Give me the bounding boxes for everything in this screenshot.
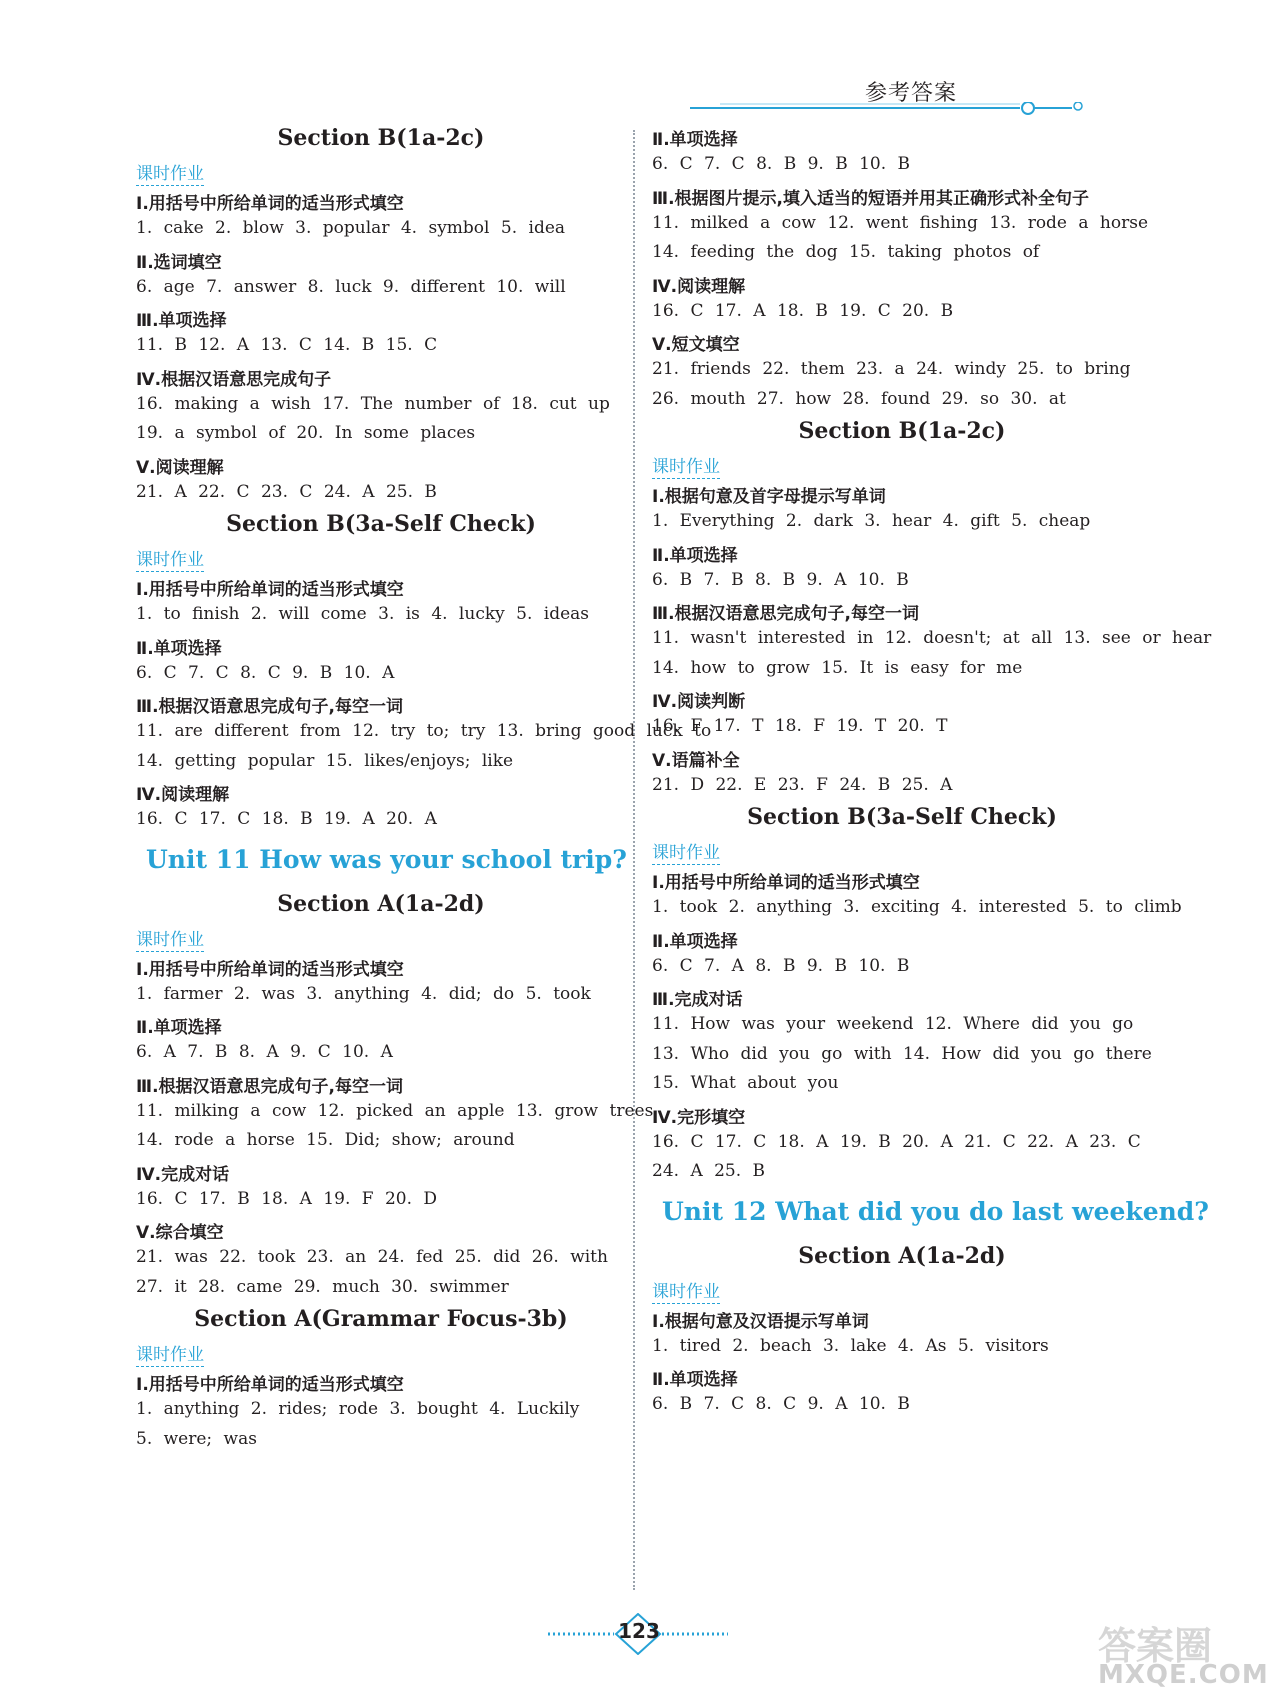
homework-tag-label: 课时作业 — [652, 843, 720, 863]
answer-line: 6. age 7. answer 8. luck 9. different 10. will — [136, 276, 566, 297]
question-part-heading: Ⅰ.用括号中所给单词的适当形式填空 — [136, 959, 404, 980]
watermark-logo: 答案圈 — [1098, 1624, 1213, 1668]
question-part-heading: Ⅴ.综合填空 — [136, 1223, 224, 1243]
homework-tag — [652, 1277, 720, 1302]
question-part-heading: Ⅳ.根据汉语意思完成句子 — [136, 369, 332, 390]
page-header — [690, 74, 1170, 124]
question-part-heading: Ⅲ.根据汉语意思完成句子,每空一词 — [652, 604, 919, 624]
answer-line: 14. how to grow 15. It is easy for me — [652, 657, 1023, 678]
answer-line: 11. are different from 12. try to; try 13. bring good luck to — [136, 721, 712, 741]
unit-title: Unit 12 What did you do last weekend? — [662, 1196, 1209, 1226]
answer-line: 11. milked a cow 12. went fishing 13. rode a horse — [652, 212, 1149, 233]
question-part-heading: Ⅳ.完形填空 — [652, 1107, 746, 1128]
question-part-heading: Ⅲ.根据汉语意思完成句子,每空一词 — [136, 697, 403, 717]
question-part-heading: Ⅰ.根据句意及首字母提示写单词 — [652, 487, 886, 507]
answer-line: 6. C 7. C 8. B 9. B 10. B — [652, 154, 911, 174]
question-part-heading: Ⅲ.单项选择 — [136, 311, 227, 331]
question-part-heading: Ⅰ.用括号中所给单词的适当形式填空 — [652, 873, 920, 893]
answer-line: 24. A 25. B — [652, 1161, 766, 1181]
answer-line: 16. C 17. A 18. B 19. C 20. B — [652, 300, 954, 321]
answer-line: 11. milking a cow 12. picked an apple 13. grow trees — [136, 1100, 654, 1121]
header-rule-decoration — [690, 102, 1110, 122]
answer-line: 16. C 17. C 18. B 19. A 20. A — [136, 809, 437, 829]
question-part-heading: Ⅱ.单项选择 — [652, 545, 738, 566]
section-heading: Section B(1a-2c) — [277, 125, 485, 151]
answer-line: 16. making a wish 17. The number of 18. cut up — [136, 393, 610, 414]
question-part-heading: Ⅱ.单项选择 — [652, 130, 738, 150]
answer-line: 14. rode a horse 15. Did; show; around — [136, 1130, 515, 1150]
homework-tag — [136, 159, 204, 184]
answer-line: 6. B 7. B 8. B 9. A 10. B — [652, 569, 909, 590]
answer-line: 1. anything 2. rides; rode 3. bought 4. Luckily — [136, 1399, 580, 1419]
section-heading: Section B(3a-Self Check) — [226, 511, 536, 537]
answer-line: 16. C 17. C 18. A 19. B 20. A 21. C 22. A 23. C — [652, 1131, 1141, 1152]
answer-line: 13. Who did you go with 14. How did you go there — [652, 1043, 1152, 1064]
homework-tag — [652, 452, 720, 477]
question-part-heading: Ⅳ.完成对话 — [136, 1164, 230, 1185]
answer-line: 11. How was your weekend 12. Where did you go — [652, 1014, 1134, 1034]
answer-line: 1. farmer 2. was 3. anything 4. did; do 5. took — [136, 983, 591, 1004]
answer-line: 16. C 17. B 18. A 19. F 20. D — [136, 1188, 438, 1209]
answer-line: 6. C 7. A 8. B 9. B 10. B — [652, 955, 910, 976]
homework-tag-label: 课时作业 — [652, 457, 720, 477]
section-heading: Section B(3a-Self Check) — [747, 804, 1057, 830]
page-number: 123 — [618, 1619, 660, 1643]
answer-line: 5. were; was — [136, 1428, 257, 1449]
question-part-heading: Ⅱ.单项选择 — [136, 638, 222, 659]
answer-line: 1. to finish 2. will come 3. is 4. lucky 5. ideas — [136, 604, 590, 624]
answer-line: 27. it 28. came 29. much 30. swimmer — [136, 1276, 509, 1297]
answer-line: 6. A 7. B 8. A 9. C 10. A — [136, 1042, 393, 1062]
question-part-heading: Ⅱ.选词填空 — [136, 252, 222, 273]
question-part-heading: Ⅱ.单项选择 — [652, 931, 738, 952]
watermark-site: MXQE.COM — [1098, 1660, 1269, 1690]
answer-line: 11. wasn't interested in 12. doesn't; at all 13. see or hear — [652, 628, 1212, 648]
answer-line: 6. B 7. C 8. C 9. A 10. B — [652, 1394, 910, 1414]
answer-line: 21. friends 22. them 23. a 24. windy 25. to bring — [652, 359, 1131, 379]
question-part-heading: Ⅴ.阅读理解 — [136, 457, 224, 478]
answer-line: 14. feeding the dog 15. taking photos of — [652, 242, 1040, 262]
homework-tag-label: 课时作业 — [652, 1281, 720, 1302]
question-part-heading: Ⅴ.语篇补全 — [652, 750, 740, 771]
homework-tag — [136, 925, 204, 950]
question-part-heading: Ⅱ.单项选择 — [136, 1018, 222, 1038]
homework-tag-label: 课时作业 — [136, 929, 204, 950]
answer-line: 6. C 7. C 8. C 9. B 10. A — [136, 662, 395, 683]
page-footer — [548, 1613, 728, 1655]
answer-line: 21. A 22. C 23. C 24. A 25. B — [136, 481, 437, 502]
answer-line: 11. B 12. A 13. C 14. B 15. C — [136, 335, 438, 355]
question-part-heading: Ⅳ.阅读理解 — [136, 785, 230, 805]
question-part-heading: Ⅳ.阅读判断 — [652, 692, 746, 712]
question-part-heading: Ⅱ.单项选择 — [652, 1370, 738, 1390]
section-heading: Section A(Grammar Focus-3b) — [194, 1306, 568, 1332]
homework-tag-label: 课时作业 — [136, 550, 204, 570]
answer-line: 1. cake 2. blow 3. popular 4. symbol 5. idea — [136, 218, 566, 238]
answer-line: 1. Everything 2. dark 3. hear 4. gift 5. cheap — [652, 511, 1091, 531]
answer-line: 1. tired 2. beach 3. lake 4. As 5. visitors — [652, 1335, 1049, 1356]
answer-line: 14. getting popular 15. likes/enjoys; like — [136, 750, 514, 771]
homework-tag-label: 课时作业 — [136, 164, 204, 184]
section-heading: Section A(1a-2d) — [798, 1242, 1006, 1269]
homework-tag — [652, 838, 720, 863]
question-part-heading: Ⅰ.根据句意及汉语提示写单词 — [652, 1311, 869, 1332]
section-heading: Section A(1a-2d) — [277, 890, 485, 917]
answer-line: 26. mouth 27. how 28. found 29. so 30. at — [652, 388, 1066, 409]
question-part-heading: Ⅰ.用括号中所给单词的适当形式填空 — [136, 580, 404, 600]
question-part-heading: Ⅳ.阅读理解 — [652, 276, 746, 297]
answer-line: 16. F 17. T 18. F 19. T 20. T — [652, 716, 948, 736]
homework-tag — [136, 1340, 204, 1365]
question-part-heading: Ⅰ.用括号中所给单词的适当形式填空 — [136, 1375, 404, 1395]
answer-line: 19. a symbol of 20. In some places — [136, 423, 476, 443]
column-divider — [633, 130, 635, 1590]
header-title: 参考答案 — [865, 81, 958, 106]
question-part-heading: Ⅲ.完成对话 — [652, 990, 743, 1010]
question-part-heading: Ⅲ.根据图片提示,填入适当的短语并用其正确形式补全句子 — [652, 188, 1089, 209]
answer-line: 15. What about you — [652, 1073, 839, 1093]
section-heading: Section B(1a-2c) — [798, 418, 1006, 444]
question-part-heading: Ⅴ.短文填空 — [652, 335, 740, 355]
unit-title: Unit 11 How was your school trip? — [146, 844, 627, 874]
answer-line: 21. was 22. took 23. an 24. fed 25. did 26. with — [136, 1247, 608, 1267]
answer-line: 21. D 22. E 23. F 24. B 25. A — [652, 774, 953, 795]
question-part-heading: Ⅲ.根据汉语意思完成句子,每空一词 — [136, 1076, 403, 1097]
question-part-heading: Ⅰ.用括号中所给单词的适当形式填空 — [136, 194, 404, 214]
answer-line: 1. took 2. anything 3. exciting 4. interested 5. to climb — [652, 897, 1182, 917]
homework-tag — [136, 545, 204, 570]
homework-tag-label: 课时作业 — [136, 1345, 204, 1365]
